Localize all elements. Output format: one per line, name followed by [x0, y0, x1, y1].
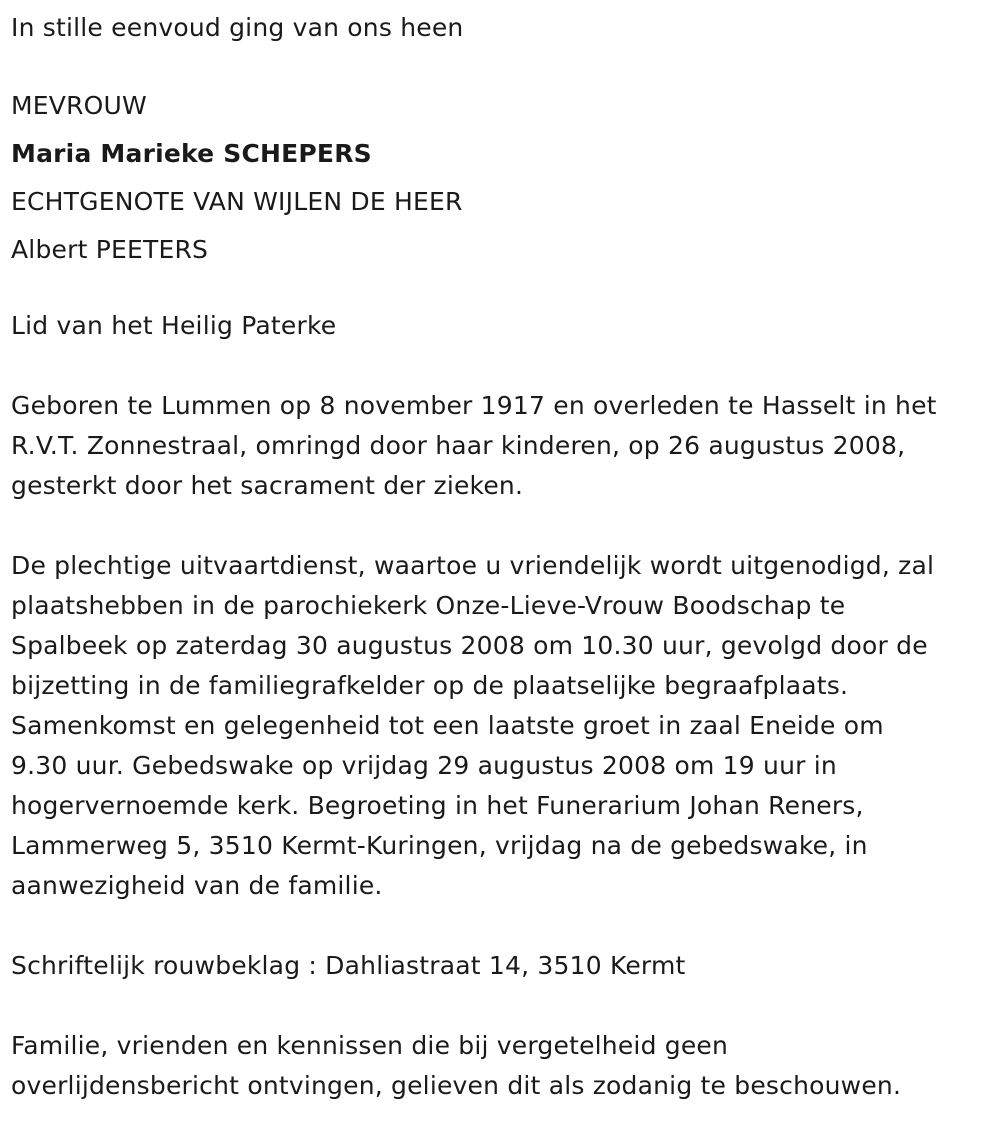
- paragraph-line: Lammerweg 5, 3510 Kermt-Kuringen, vrijdag na de gebedswake, in: [11, 831, 868, 860]
- ceremony-paragraph: [11, 546, 986, 906]
- paragraph-line: Familie, vrienden en kennissen die bij vergetelheid geen: [11, 1031, 729, 1060]
- paragraph-line: Spalbeek op zaterdag 30 augustus 2008 om 10.30 uur, gevolgd door de: [11, 631, 928, 660]
- deceased-title: MEVROUW: [11, 91, 147, 120]
- paragraph-line: bijzetting in de familiegrafkelder op de plaatselijke begraafplaats.: [11, 671, 849, 700]
- paragraph-line: De plechtige uitvaartdienst, waartoe u vriendelijk wordt uitgenodigd, zal: [11, 551, 935, 580]
- deceased-name: Maria Marieke SCHEPERS: [11, 139, 372, 168]
- intro-line: In stille eenvoud ging van ons heen: [11, 13, 464, 42]
- paragraph-line: Geboren te Lummen op 8 november 1917 en overleden te Hasselt in het: [11, 391, 937, 420]
- condolence-address: Schriftelijk rouwbeklag : Dahliastraat 14, 3510 Kermt: [11, 951, 686, 980]
- paragraph-line: aanwezigheid van de familie.: [11, 871, 383, 900]
- paragraph-line: Samenkomst en gelegenheid tot een laatste groet in zaal Eneide om: [11, 711, 884, 740]
- spouse-name: Albert PEETERS: [11, 235, 209, 264]
- deceased-relation: ECHTGENOTE VAN WIJLEN DE HEER: [11, 187, 463, 216]
- paragraph-line: overlijdensbericht ontvingen, gelieven dit als zodanig te beschouwen.: [11, 1071, 902, 1100]
- paragraph-line: plaatshebben in de parochiekerk Onze-Lieve-Vrouw Boodschap te: [11, 591, 846, 620]
- paragraph-line: 9.30 uur. Gebedswake op vrijdag 29 augustus 2008 om 19 uur in: [11, 751, 837, 780]
- paragraph-line: R.V.T. Zonnestraal, omringd door haar kinderen, op 26 augustus 2008,: [11, 431, 906, 460]
- death-notice: [11, 8, 986, 1106]
- paragraph-line: gesterkt door het sacrament der zieken.: [11, 471, 524, 500]
- paragraph-line: hogervernoemde kerk. Begroeting in het Funerarium Johan Reners,: [11, 791, 864, 820]
- membership-line: Lid van het Heilig Paterke: [11, 311, 337, 340]
- birth-death-paragraph: [11, 386, 986, 506]
- closing-paragraph: [11, 1026, 986, 1106]
- deceased-block: [11, 82, 986, 274]
